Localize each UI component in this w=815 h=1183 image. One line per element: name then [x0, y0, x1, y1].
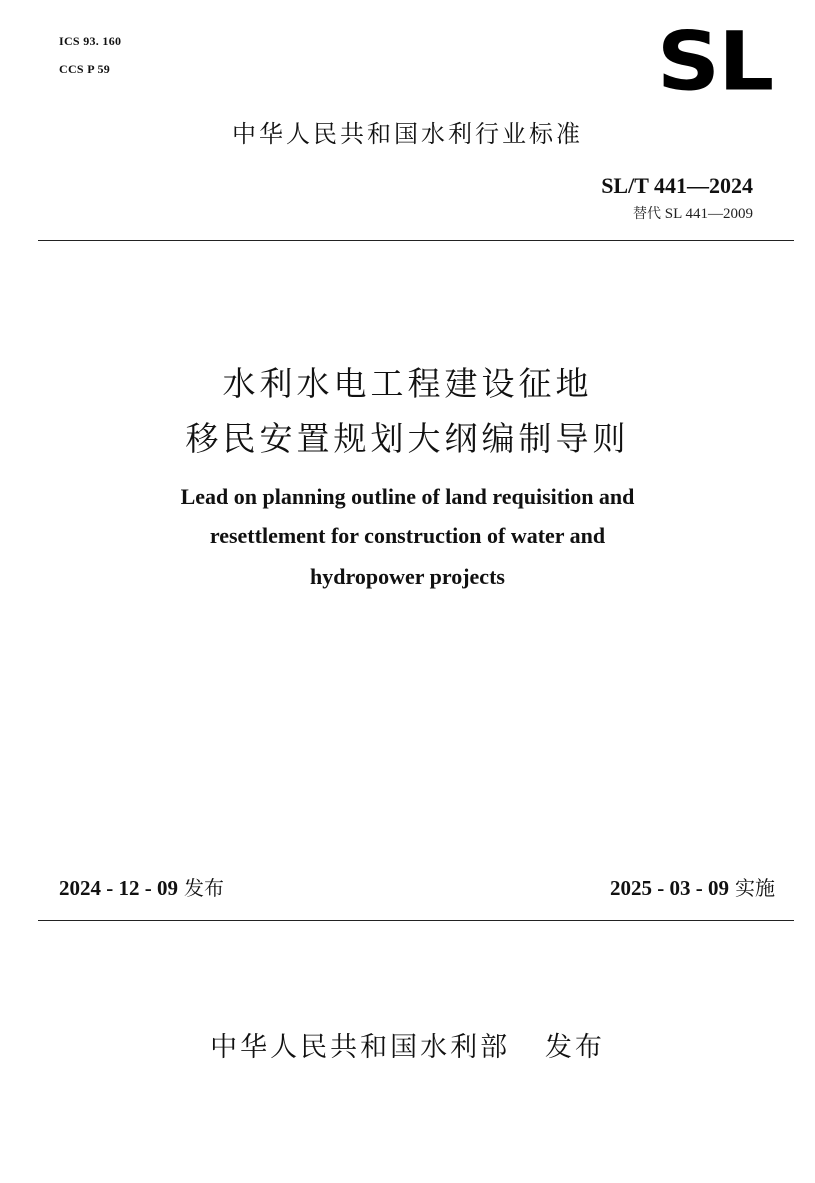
replaces-note	[633, 203, 753, 223]
ccs-code: CCS P 59	[59, 62, 111, 76]
chinese-title-line-1: 水利水电工程建设征地	[222, 364, 593, 403]
english-title-line-2: resettlement for construction of water and	[209, 523, 606, 548]
ics-code: ICS 93. 160	[59, 34, 122, 48]
english-title-line-3: hydropower projects	[310, 564, 505, 589]
chinese-title-line-2: 移民安置规划大纲编制导则	[185, 419, 630, 458]
replaced-standard-number: SL 441—2009	[664, 206, 753, 222]
publisher-action: 发布	[544, 1032, 605, 1063]
sl-logo: SL	[656, 14, 773, 109]
publisher-name: 中华人民共和国水利部	[210, 1032, 511, 1063]
industry-standard-heading: 中华人民共和国水利行业标准	[232, 120, 583, 148]
issue-date-line	[59, 872, 224, 901]
implementation-label: 实施	[735, 876, 775, 900]
standard-number: SL/T 441—2024	[601, 173, 753, 198]
english-title-line-1: Lead on planning outline of land requisition and	[180, 484, 635, 509]
implementation-date-line	[610, 872, 775, 901]
publisher-line	[0, 1025, 815, 1064]
top-divider	[38, 240, 794, 241]
bottom-divider	[38, 920, 794, 921]
classification-codes	[59, 27, 121, 83]
implementation-date: 2025 - 03 - 09	[610, 876, 729, 900]
issue-date: 2024 - 12 - 09	[59, 876, 178, 900]
replaces-label: 替代	[633, 206, 662, 222]
issue-label: 发布	[184, 876, 224, 900]
